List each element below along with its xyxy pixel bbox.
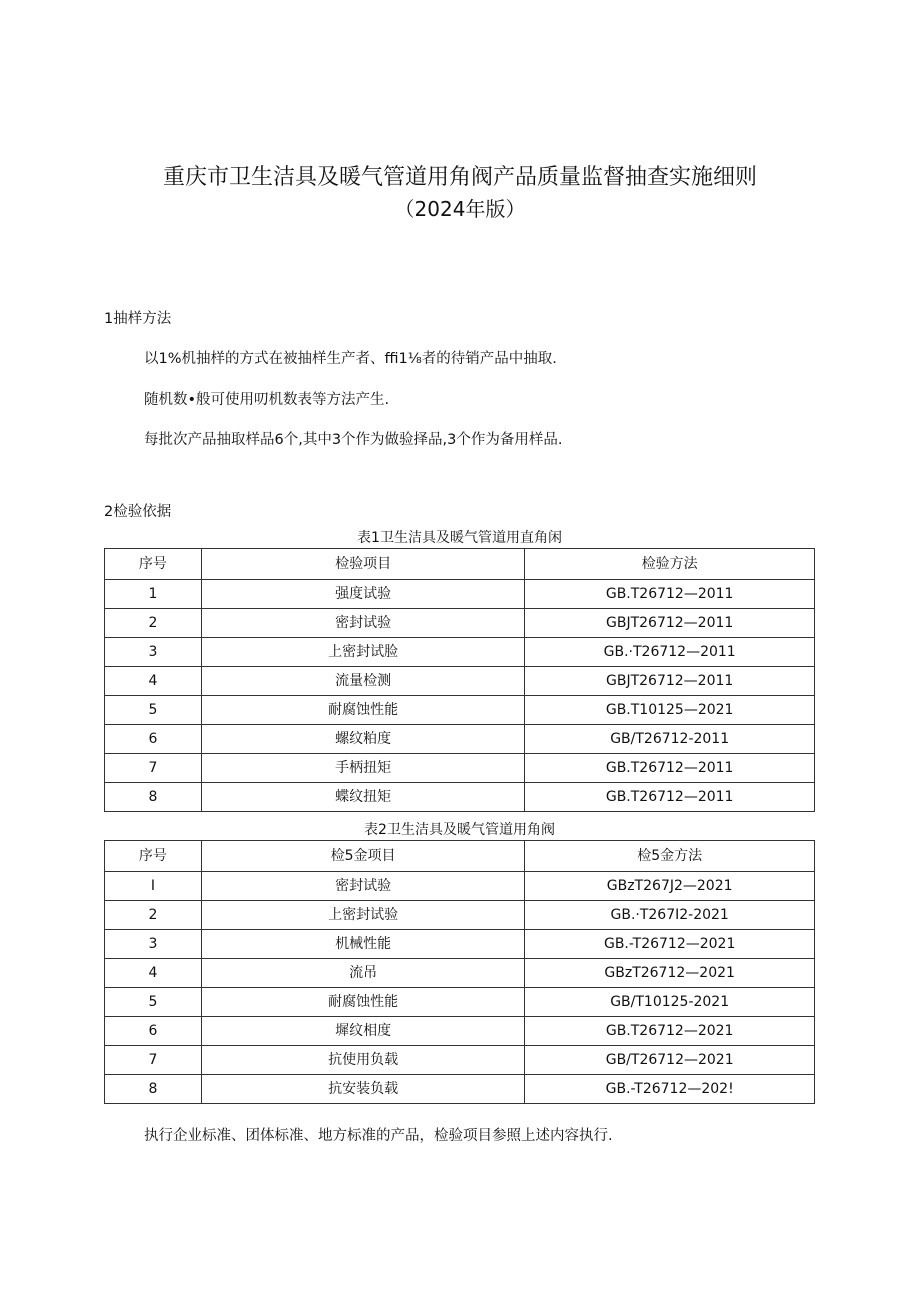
row-item: 流吊 [201,959,524,988]
row-number: 7 [105,1046,202,1075]
row-number: 2 [105,609,202,638]
row-item: 抗使用负载 [201,1046,524,1075]
table2-caption: 表2卫生洁具及暖气管道用角阀 [364,822,555,838]
row-number: 5 [105,696,202,725]
row-item: 上密封试脸 [201,638,524,667]
column-header-number: 序号 [105,841,202,872]
column-header-item: 检5金项目 [201,841,524,872]
closing-note: 执行企业标准、团体标准、地方标准的产品，检验项目参照上述内容执行. [144,1128,613,1144]
row-item: 抗安装负载 [201,1075,524,1104]
row-number: 8 [105,1075,202,1104]
table-row [105,1075,815,1104]
row-number: 7 [105,754,202,783]
row-number: 5 [105,988,202,1017]
row-number: 6 [105,725,202,754]
row-method: GBzT267J2—2021 [525,872,815,901]
row-method: GB.T26712—2011 [525,580,815,609]
row-method: GBJT26712—2011 [525,667,815,696]
document-title: 重庆市卫生洁具及暖气管道用角阀产品质量监督抽查实施细则 [162,165,757,190]
row-number: 1 [105,580,202,609]
row-number: 4 [105,667,202,696]
paragraph-random-numbers: 随机数•般可使用叨机数表等方法产生. [144,392,390,408]
row-number: I [105,872,202,901]
table-row [105,696,815,725]
row-item: 手柄扭矩 [201,754,524,783]
table-row [105,783,815,812]
column-header-item: 检验项目 [201,549,524,580]
row-method: GB.-T26712—202! [525,1075,815,1104]
row-method: GB.T26712—2011 [525,783,815,812]
table-row [105,988,815,1017]
row-method: GB/T10125-2021 [525,988,815,1017]
table2 [104,840,815,1104]
row-item: 流量检测 [201,667,524,696]
column-header-method: 检验方法 [525,549,815,580]
table-row [105,959,815,988]
row-method: GB.-T26712—2021 [525,930,815,959]
table1-header-row [105,549,815,580]
row-method: GB.T10125—2021 [525,696,815,725]
table2-header-row [105,841,815,872]
table-row [105,638,815,667]
row-method: GB.·T267I2-2021 [525,901,815,930]
table-row [105,580,815,609]
row-item: 螺纹粕度 [201,725,524,754]
row-method: GB/T26712—2021 [525,1046,815,1075]
section-heading-basis: 2检验依据 [104,504,172,520]
row-number: 2 [105,901,202,930]
row-item: 耐腐蚀性能 [201,988,524,1017]
row-item: 上密封试验 [201,901,524,930]
row-method: GB.·T26712—2011 [525,638,815,667]
paragraph-sample-quantity: 每批次产品抽取样品6个,其中3个作为做验择品,3个作为备用样品. [144,432,563,448]
row-method: GBzT26712—2021 [525,959,815,988]
table-row [105,930,815,959]
row-item: 强度试验 [201,580,524,609]
table-row [105,1046,815,1075]
table-row [105,667,815,696]
row-item: 机械性能 [201,930,524,959]
table-row [105,609,815,638]
row-method: GB.T26712—2021 [525,1017,815,1046]
row-method: GB.T26712—2011 [525,754,815,783]
row-number: 3 [105,638,202,667]
column-header-number: 序号 [105,549,202,580]
row-number: 8 [105,783,202,812]
row-method: GB/T26712-2011 [525,725,815,754]
column-header-method: 检5金方法 [525,841,815,872]
section-heading-sampling: 1抽样方法 [104,311,172,327]
paragraph-sampling-method: 以1%机抽样的方式在被抽样生产者、ffi1⅛者的待销产品中抽取. [144,351,557,367]
row-item: 蝶纹扭矩 [201,783,524,812]
table-row [105,754,815,783]
row-number: 6 [105,1017,202,1046]
row-item: 密封试验 [201,872,524,901]
row-method: GBJT26712—2011 [525,609,815,638]
row-item: 密封试验 [201,609,524,638]
row-number: 4 [105,959,202,988]
row-item: 墀纹相度 [201,1017,524,1046]
row-item: 耐腐蚀性能 [201,696,524,725]
table-row [105,1017,815,1046]
row-number: 3 [105,930,202,959]
table-row [105,901,815,930]
table-row [105,872,815,901]
document-subtitle: （2024年版） [394,197,526,221]
table1-caption: 表1卫生洁具及暖气管道用直角闲 [357,530,562,546]
table-row [105,725,815,754]
table1 [104,548,815,812]
